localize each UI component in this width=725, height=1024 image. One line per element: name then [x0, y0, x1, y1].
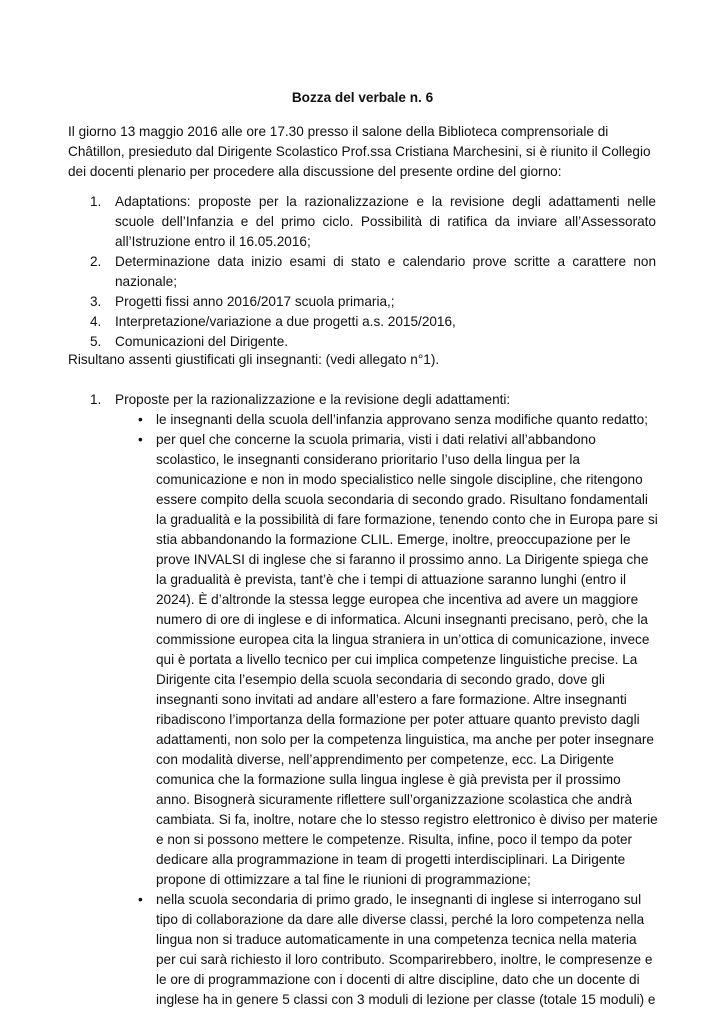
document-title: Bozza del verbale n. 6 [291, 90, 434, 105]
agenda-item-text: Comunicazioni del Dirigente. [115, 334, 289, 349]
agenda-item-text: Interpretazione/variazione a due progetti a.s. 2015/2016, [115, 314, 456, 329]
agenda-item [68, 192, 656, 252]
agenda-item [68, 252, 656, 292]
bullet-text: per quel che concerne la scuola primaria, visti i dati relativi all’abbandono scolastico, le insegnanti considerano prioritario l’uso della lingua per la comunicazione e non in modo specialistico nelle singole discipline, che ritengono essere compito della scuola secondaria di secondo grado. Risultano fondamentali la gradualità e la possibilità di fare formazione, tenendo conto che in Europa pare si stia abbandonando la formazione CLIL. Emerge, inoltre, preoccupazione per le prove INVALSI di inglese che si faranno il prossimo anno. La Dirigente spiega che la gradualità è prevista, tant’è che i tempi di attuazione saranno lunghi (entro il 2024). È d’altronde la stessa legge europea che incentiva ad avere un maggiore numero di ore di inglese e di informatica. Alcuni insegnanti precisano, però, che la commissione europea cita la lingua straniera in un’ottica di comunicazione, invece qui è portata a livello tecnico per cui implica competenze linguistiche precise. La Dirigente cita l’esempio della scuola secondaria di secondo grado, dove gli insegnanti sono invitati ad andare all’estero a fare formazione. Altre insegnanti ribadiscono l’importanza della formazione per poter attuare quanto previsto dagli adattamenti, non solo per la competenza linguistica, ma anche per poter insegnare con modalità diverse, nell’apprendimento per competenze, ecc. La Dirigente comunica che la formazione sulla lingua inglese è già prevista per il prossimo anno. Bisognerà sicuramente riflettere sull’organizzazione scolastica che andrà cambiata. Si fa, inoltre, notare che lo stesso registro elettronico è diviso per materie e non si possono mettere le competenze. Risulta, infine, poco il tempo da poter dedicare alla programmazione in team di progetti interdisciplinari. La Dirigente propone di ottimizzare a tal fine le riunioni di programmazione; [156, 432, 658, 887]
agenda-item [68, 332, 656, 352]
bullet-icon: • [138, 412, 143, 427]
agenda-item-number: 2. [90, 254, 102, 269]
section-number: 1. [90, 392, 102, 407]
agenda-list [68, 192, 656, 352]
bullet-item [68, 410, 658, 430]
section-1 [68, 390, 658, 1010]
bullet-icon: • [138, 892, 143, 907]
agenda-item-text: Progetti fissi anno 2016/2017 scuola primaria,; [115, 294, 395, 309]
agenda-item-number: 5. [90, 334, 102, 349]
bullet-icon: • [138, 432, 143, 447]
bullet-item [68, 890, 658, 1010]
section-1-bullets [68, 410, 658, 1010]
absent-note: Risultano assenti giustificati gli insegnanti: (vedi allegato n°1). [68, 352, 440, 367]
bullet-text: nella scuola secondaria di primo grado, le insegnanti di inglese si interrogano sul tipo di collaborazione da dare alle diverse classi, perché la loro competenza nella lingua non si traduce automaticamente in una competenza tecnica nella materia per cui sarà richiesto il loro contributo. Scomparirebbero, inoltre, le compresenze e le ore di programmazione con i docenti di altre discipline, dato che un docente di inglese ha in genere 5 classi con 3 moduli di lezione per classe (totale 15 moduli) e [156, 892, 656, 1007]
agenda-item [68, 312, 656, 332]
agenda-item-text: Adaptations: proposte per la razionalizzazione e la revisione degli adattamenti nelle scuole dell’Infanzia e del primo ciclo. Possibilità di ratifica da inviare all’Assessorato all’Istruzione entro il 16.05.2016; [115, 194, 656, 249]
agenda-item-number: 1. [90, 194, 102, 209]
agenda-item-number: 3. [90, 294, 102, 309]
agenda-item [68, 292, 656, 312]
bullet-item [68, 430, 658, 890]
intro-paragraph: Il giorno 13 maggio 2016 alle ore 17.30 presso il salone della Biblioteca comprensoriale di Châtillon, presieduto dal Dirigente Scolastico Prof.ssa Cristiana Marchesini, si è riunito il Collegio dei docenti plenario per procedere alla discussione del presente ordine del giorno: [68, 124, 651, 179]
section-1-heading [68, 390, 658, 410]
agenda-item-number: 4. [90, 314, 102, 329]
section-heading-text: Proposte per la razionalizzazione e la revisione degli adattamenti: [115, 392, 511, 407]
agenda-item-text: Determinazione data inizio esami di stato e calendario prove scritte a carattere non nazionale; [115, 254, 656, 289]
bullet-text: le insegnanti della scuola dell’infanzia approvano senza modifiche quanto redatto; [156, 412, 648, 427]
